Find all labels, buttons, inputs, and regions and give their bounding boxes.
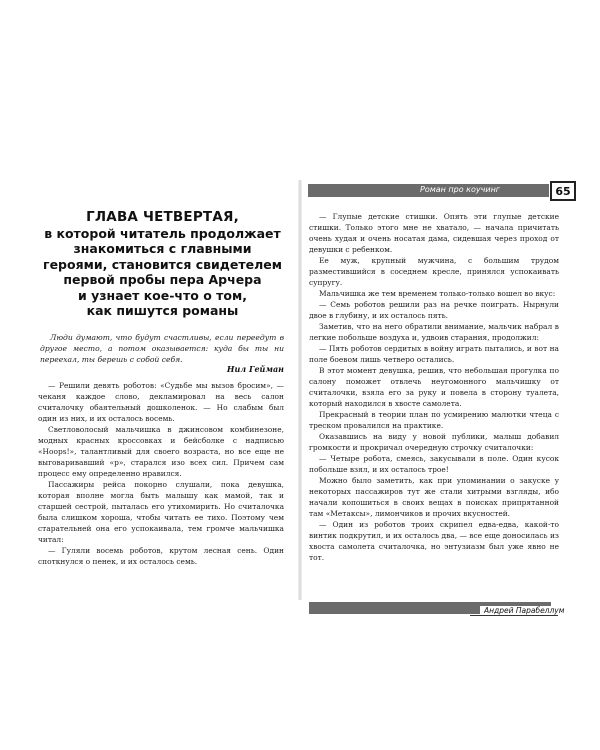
chapter-heading-line: и узнает кое-что о том, <box>78 287 247 303</box>
paragraph: Ее муж, крупный мужчина, с большим трудом разместившийся в соседнем кресле, принялся успокаивать супругу. <box>309 256 559 287</box>
paragraph: — Один из роботов троих скрипел едва-едва, какой-то винтик подкрутил, и их осталось два, — все еще доносилась из хвоста самолета считалочка, но энтузиазм был уже явно не тот. <box>309 520 559 562</box>
page-number-box <box>550 181 576 201</box>
paragraph: Оказавшись на виду у новой публики, малыш добавил громкости и прокричал очередную строчку считалочки: <box>309 432 559 452</box>
paragraph: Заметив, что на него обратили внимание, мальчик набрал в легкие побольше воздуха и, удвоив старания, продолжил: <box>309 322 559 342</box>
right-column-text <box>309 211 559 563</box>
paragraph: — Четыре робота, смеясь, закусывали в поле. Один кусок побольше взял, и их осталось трое! <box>309 454 559 474</box>
book-gutter <box>298 180 302 600</box>
paragraph: Можно было заметить, как при упоминании о закуске у некоторых пассажиров тут же стали хитрыми взгляды, ибо начали копошиться в своих вещах в поисках припрятанной там «Метаксы», лимончиков и прочих вкусностей. <box>309 476 559 518</box>
chapter-heading-line: знакомиться с главными <box>73 241 252 256</box>
page-number: 65 <box>555 184 571 198</box>
chapter-heading-line: первой пробы пера Арчера <box>63 272 262 287</box>
paragraph: В этот момент девушка, решив, что небольшая прогулка по салону поможет отвлечь неугомонного мальчишку от считалочки, взяла его за руку и повела в сторону туалета, который находился в хвосте самолета. <box>309 366 559 408</box>
paragraph: Прекрасный в теории план по усмирению малютки чтеца с треском провалился на практике. <box>309 410 559 430</box>
epigraph: Люди думают, что будут счастливы, если переедут в другое место, а потом оказывается: куда бы ты ни переехал, ты берешь с собой себя. <box>40 333 284 364</box>
paragraph: — Решили девять роботов: «Судьбе мы вызов бросим», — чеканя каждое слово, декламировал на весь салон считалочку обаятельный дошколенок. — Но слабым был один из них, и их осталось восемь. <box>38 381 284 423</box>
paragraph: — Глупые детские стишки. Опять эти глупые детские стишки. Только этого мне не хватало, — начала причитать очень худая и очень носатая дама, сидевшая через проход от девушки с ребенком. <box>309 212 559 254</box>
paragraph: Мальчишка же тем временем только-только вошел во вкус: <box>319 289 556 298</box>
paragraph: Светловолосый мальчишка в джинсовом комбинезоне, модных красных кроссовках и бейсболке с надписью «Hoops!», талантливый для своего возраста, но все еще не выговаривавший «р», старался изо всех сил. Причем сам процесс ему определенно нравился. <box>38 425 284 478</box>
footer-rule <box>470 615 558 616</box>
paragraph: — Пять роботов сердитых в войну играть пытались, и вот на поле боевом лишь четверо остались. <box>309 344 559 364</box>
paragraph: Пассажиры рейса покорно слушали, пока девушка, которая вполне могла быть малышу как мамой, так и старшей сестрой, пыталась его утихомирить. Но считалочка была слишком хороша, чтобы читать ее тихо. Поэтому чем старательней она его успокаивала, тем громче мальчишка читал: <box>38 480 284 544</box>
left-column-text <box>38 380 284 567</box>
chapter-heading <box>40 210 285 319</box>
running-title: Роман про коучинг <box>420 185 500 194</box>
chapter-heading-line: героями, становится свидетелем <box>43 256 282 272</box>
chapter-heading-line: в которой читатель продолжает <box>44 225 281 241</box>
chapter-heading-line: ГЛАВА ЧЕТВЕРТАЯ, <box>86 209 239 225</box>
epigraph-author: Нил Гейман <box>226 364 284 374</box>
paragraph: — Гуляли восемь роботов, крутом лесная сень. Один споткнулся о пенек, и их осталось семь. <box>38 546 284 566</box>
paragraph: — Семь роботов решили раз на речке поиграть. Нырнули двое в глубину, и их осталось пять. <box>309 300 559 320</box>
footer-author: Андрей Парабеллум <box>480 606 564 615</box>
chapter-heading-line: как пишутся романы <box>86 303 239 318</box>
